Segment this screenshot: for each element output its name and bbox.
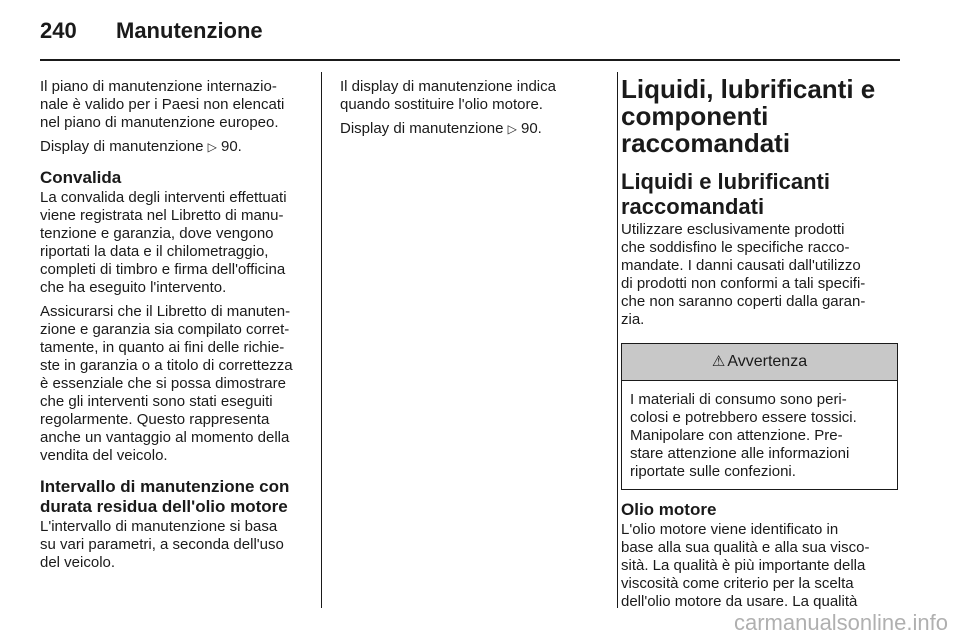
- page-header: [40, 18, 920, 60]
- cross-reference: [340, 120, 612, 138]
- paragraph: L'intervallo di manutenzione si basa su vari parametri, a seconda dell'uso del veicolo.: [40, 518, 284, 571]
- warning-header: [622, 344, 897, 381]
- section-heading: Convalida: [40, 168, 122, 187]
- paragraph: Il piano di manutenzione internazio- nale è valido per i Paesi non elencati nel piano di manutenzione europeo.: [40, 78, 285, 131]
- section-heading: Intervallo di manutenzione con durata residua dell'olio motore: [40, 477, 290, 516]
- reference-text: Display di manutenzione: [340, 120, 508, 137]
- paragraph: Assicurarsi che il Libretto di manuten- zione e garanzia sia compilato corret- tamente, in quanto ai fini delle richie- ste in garanzia o a titolo di correttezza è essenziale che si possa dimostrare che gli interventi sono stati eseguiti regolarmente. Questo rappresenta anche un vantaggio al momento della vendita del veicolo.: [40, 303, 293, 464]
- warning-triangle-icon: ⚠: [711, 353, 726, 370]
- page-title: Manutenzione: [116, 18, 263, 43]
- paragraph: L'olio motore viene identificato in base alla sua qualità e alla sua visco- sità. La qualità è più importante della viscosità come criterio per la scelta dell'olio motore da usare. La qualità: [621, 521, 870, 610]
- header-divider: [40, 59, 900, 61]
- cross-reference: [40, 138, 312, 156]
- watermark: carmanualsonline.info: [733, 610, 948, 635]
- reference-page[interactable]: 90.: [521, 120, 542, 137]
- paragraph: Il display di manutenzione indica quando sostituire l'olio motore.: [340, 78, 556, 113]
- page-number: 240: [40, 18, 77, 43]
- reference-text: Display di manutenzione: [40, 138, 208, 155]
- reference-page[interactable]: 90.: [221, 138, 242, 155]
- cross-reference-arrow-icon: ▷: [207, 140, 217, 154]
- chapter-heading: Liquidi, lubrificanti e componenti raccomandati: [621, 74, 876, 158]
- column-divider: [321, 72, 322, 608]
- section-heading: Olio motore: [621, 500, 717, 519]
- column-left: [40, 78, 312, 578]
- warning-title: Avvertenza: [727, 353, 808, 370]
- warning-text: I materiali di consumo sono peri- colosi e potrebbero essere tossici. Manipolare con attenzione. Pre- stare attenzione alle informazioni riportate sulle confezioni.: [630, 391, 857, 480]
- column-right: [621, 76, 901, 617]
- cross-reference-arrow-icon: ▷: [507, 122, 517, 136]
- column-divider: [617, 72, 618, 608]
- paragraph: Utilizzare esclusivamente prodotti che soddisfino le specifiche racco- mandate. I danni causati dall'utilizzo di prodotti non conformi a tali specifi- che non saranno coperti dalla garan- zia.: [621, 221, 866, 328]
- paragraph: La convalida degli interventi effettuati viene registrata nel Libretto di manu- tenzione e garanzia, dove vengono riportati la data e il chilometraggio, completi di timbro e firma dell'officina che ha eseguito l'intervento.: [40, 189, 287, 296]
- column-middle: [340, 78, 612, 144]
- subsection-heading: Liquidi e lubrificanti raccomandati: [621, 169, 830, 219]
- warning-box: [621, 343, 898, 490]
